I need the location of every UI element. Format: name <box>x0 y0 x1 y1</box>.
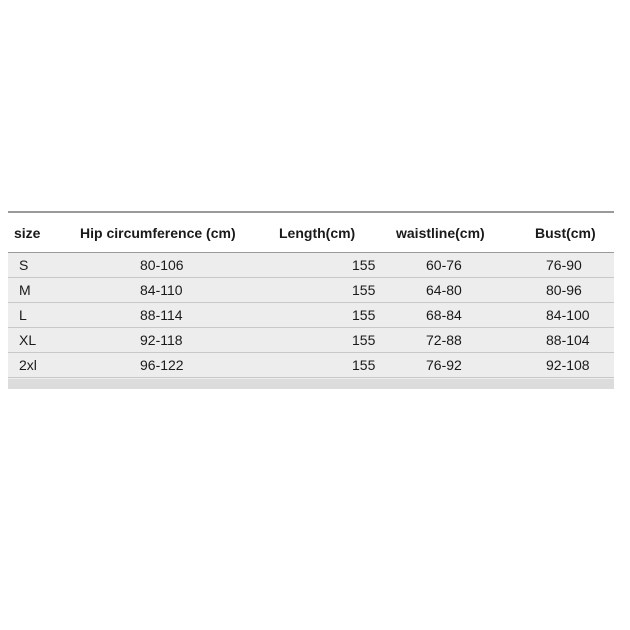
cell-length: 155 <box>352 332 376 348</box>
cell-waist: 64-80 <box>426 282 462 298</box>
table-row <box>8 353 614 378</box>
header-length: Length(cm) <box>279 224 356 241</box>
cell-length: 155 <box>352 357 376 373</box>
table-header-row <box>8 213 614 253</box>
cell-size: L <box>19 307 27 323</box>
cell-bust: 84-100 <box>546 307 590 323</box>
cell-size: 2xl <box>19 357 37 373</box>
header-bust: Bust(cm) <box>535 224 596 241</box>
cell-length: 155 <box>352 257 376 273</box>
cell-hip: 88-114 <box>140 307 183 323</box>
cell-bust: 92-108 <box>546 357 590 373</box>
table-row <box>8 328 614 353</box>
cell-hip: 84-110 <box>140 282 183 298</box>
cell-size: XL <box>19 332 37 348</box>
cell-length: 155 <box>352 307 376 323</box>
cell-bust: 76-90 <box>546 257 582 273</box>
table-footer-band <box>8 379 614 389</box>
header-waistline: waistline(cm) <box>396 224 485 241</box>
table-row <box>8 278 614 303</box>
table-row <box>8 253 614 278</box>
cell-bust: 88-104 <box>546 332 590 348</box>
cell-size: S <box>19 257 29 273</box>
header-size: size <box>14 224 41 241</box>
size-chart-table <box>8 211 614 387</box>
cell-waist: 68-84 <box>426 307 462 323</box>
cell-waist: 76-92 <box>426 357 462 373</box>
cell-hip: 96-122 <box>140 357 184 373</box>
cell-bust: 80-96 <box>546 282 582 298</box>
cell-waist: 72-88 <box>426 332 462 348</box>
cell-waist: 60-76 <box>426 257 462 273</box>
cell-size: M <box>19 282 31 298</box>
header-hip-circumference: Hip circumference (cm) <box>80 224 236 241</box>
cell-length: 155 <box>352 282 376 298</box>
cell-hip: 92-118 <box>140 332 183 348</box>
cell-hip: 80-106 <box>140 257 184 273</box>
table-row <box>8 303 614 328</box>
